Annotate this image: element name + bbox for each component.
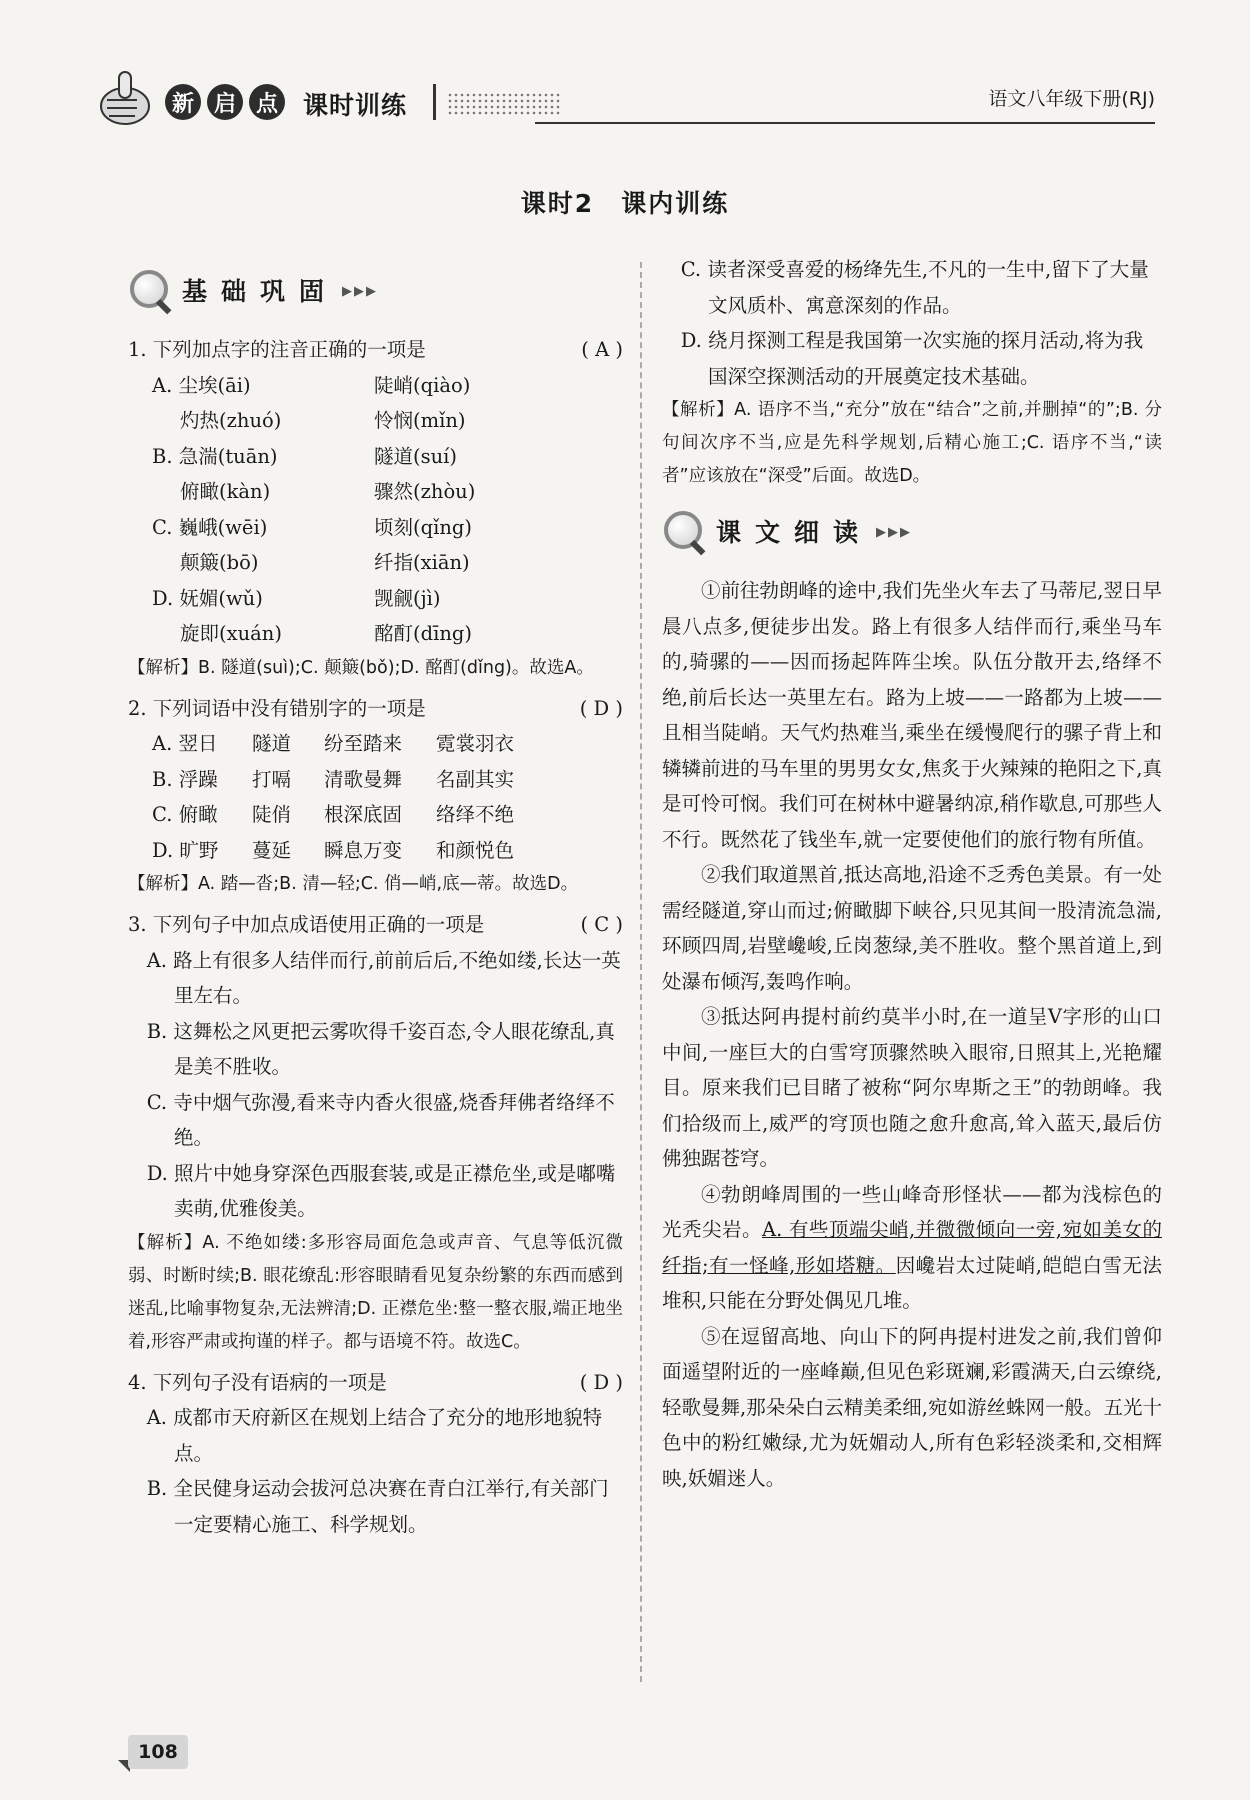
header-dot-pattern <box>447 92 562 116</box>
option-item: A. 尘埃(āi) <box>152 373 251 397</box>
option-word: 和颜悦色 <box>436 838 515 862</box>
question-stem: 4. 下列句子没有语病的一项是 <box>128 1370 387 1394</box>
option-row <box>128 726 623 762</box>
option-item: 觊觎(jì) <box>374 586 441 610</box>
paragraph-text: 因巉岩太过陡峭,皑皑白雪无法堆积,只能在分野处偶见几堆。 <box>662 1253 1162 1312</box>
option-word: 名副其实 <box>436 767 515 791</box>
magnifier-icon <box>130 270 174 314</box>
question-2 <box>128 691 623 727</box>
section-header-reading <box>664 505 1162 561</box>
q1-options <box>128 368 623 652</box>
section-title: 课文细读 <box>716 518 873 548</box>
question-3 <box>128 907 623 943</box>
option-word: 纷至踏来 <box>324 732 403 755</box>
series-name: 课时训练 <box>303 91 408 120</box>
brand-char: 启 <box>207 84 243 120</box>
q2-analysis: 【解析】A. 踏—沓;B. 清—轻;C. 俏—峭,底—蒂。故选D。 <box>128 874 579 894</box>
thumbs-up-icon <box>95 66 155 128</box>
q1-analysis: 【解析】B. 隧道(suì);C. 颠簸(bǒ);D. 酩酊(dǐng)。故选A。 <box>128 657 594 678</box>
option-text: C. 寺中烟气弥漫,看来寺内香火很盛,烧香拜佛者络绎不绝。 <box>146 1090 615 1149</box>
option-word: 清歌曼舞 <box>324 767 403 791</box>
left-column <box>128 252 623 1542</box>
option-item: 旋即(xuán) <box>180 622 282 645</box>
option-text: A. 成都市天府新区在规划上结合了充分的地形地貌特点。 <box>146 1406 603 1465</box>
question-answer: ( D ) <box>579 696 623 720</box>
option-text: B. 全民健身运动会拔河总决赛在青白江举行,有关部门一定要精心施工、科学规划。 <box>146 1477 609 1536</box>
reading-paragraph-1: ①前往勃朗峰的途中,我们先坐火车去了马蒂尼,翌日早晨八点多,便徒步出发。路上有很多人结伴而行,乘坐马车的,骑骡的——因而扬起阵阵尘埃。队伍分散开去,络绎不绝,前后长达一英里左右。路为上坡——一路都为上坡——且相当陡峭。天气灼热难当,乘坐在缓慢爬行的骡子背上和辚辚前进的马车里的男男女女,焦炙于火辣辣的艳阳之下,真是可怜可悯。我们可在树林中避暑纳凉,稍作歇息,可那些人不行。既然花了钱坐车,就一定要使他们的旅行物有所值。 <box>662 579 1162 851</box>
brand-char: 新 <box>165 84 201 120</box>
option-item: 陡峭(qiào) <box>374 373 471 397</box>
option-row <box>128 797 623 833</box>
arrows-icon: ▶▶▶ <box>342 284 379 300</box>
question-answer: ( D ) <box>579 1370 623 1394</box>
option-item: 纤指(xiān) <box>374 551 470 574</box>
option-text: B. 这舞松之风更把云雾吹得千姿百态,令人眼花缭乱,真是美不胜收。 <box>146 1019 615 1078</box>
page-title: 课时2 课内训练 <box>520 189 730 218</box>
question-stem: 1. 下列加点字的注音正确的一项是 <box>128 338 426 361</box>
option-word: 蔓延 <box>252 838 292 862</box>
option-word: 隧道 <box>252 732 292 755</box>
paragraph-text: ④勃朗峰周围的一些山峰奇形怪状——都为浅棕色的光秃尖岩。 <box>662 1182 1162 1241</box>
section-header-basic <box>130 264 623 320</box>
page-header <box>95 66 1155 136</box>
q3-analysis: 【解析】A. 不绝如缕:多形容局面危急或声音、气息等低沉微弱、时断时续;B. 眼花缭乱:形容眼睛看见复杂纷繁的东西而感到迷乱,比喻事物复杂,无法辨清;D. 正襟危坐:整一整衣服,端正地坐着,形容严肃或拘谨的样子。都与语境不符。故选C。 <box>128 1232 623 1352</box>
option-word: D. 旷野 <box>152 838 219 862</box>
reading-paragraph-5: ⑤在逗留高地、向山下的阿冉提村进发之前,我们曾仰面遥望附近的一座峰巅,但见色彩斑斓,彩霞满天,白云缭绕,轻歌曼舞,那朵朵白云精美柔细,宛如游丝蛛网一般。五光十色中的粉红嫩绿,尤为妩媚动人,所有色彩轻淡柔和,交相辉映,妖媚迷人。 <box>662 1324 1162 1490</box>
option-text: D. 照片中她身穿深色西服套装,或是正襟危坐,或是嘟嘴卖萌,优雅俊美。 <box>146 1161 616 1220</box>
section-title: 基础巩固 <box>182 277 339 307</box>
option-item: 顷刻(qǐng) <box>374 515 472 539</box>
option-row <box>128 762 623 798</box>
question-1 <box>128 332 623 368</box>
q2-options <box>128 726 623 868</box>
header-rule <box>535 122 1155 124</box>
arrows-icon: ▶▶▶ <box>876 525 913 541</box>
option-word: 打嗝 <box>252 767 292 791</box>
q4-analysis: 【解析】A. 语序不当,“充分”放在“结合”之前,并删掉“的”;B. 分句间次序不当,应是先科学规划,后精心施工;C. 语序不当,“读者”应该放在“深受”后面。故选D。 <box>662 400 1162 486</box>
option-item: C. 巍峨(wēi) <box>152 515 268 539</box>
option-item: D. 妩媚(wǔ) <box>152 586 263 610</box>
option-item: 俯瞰(kàn) <box>180 480 271 503</box>
reading-paragraph-3: ③抵达阿冉提村前约莫半小时,在一道呈V字形的山口中间,一座巨大的白雪穹顶骤然映入眼帘,日照其上,光艳耀目。原来我们已目睹了被称“阿尔卑斯之王”的勃朗峰。我们拾级而上,威严的穹顶也随之愈升愈高,耸入蓝天,最后仿佛独踞苍穹。 <box>662 1005 1162 1170</box>
option-item: 怜悯(mǐn) <box>374 409 466 432</box>
question-answer: ( C ) <box>580 913 623 936</box>
right-column <box>662 252 1162 1496</box>
page-number: 108 <box>128 1735 188 1769</box>
column-divider <box>640 262 642 1682</box>
option-word: C. 俯瞰 <box>152 803 218 826</box>
option-item: B. 急湍(tuān) <box>152 444 278 468</box>
underlined-sentence: A. 有些顶端尖峭,并微微倾向一旁,宛如美女的纤指;有一怪峰,形如塔糖。 <box>662 1218 1162 1277</box>
question-answer: ( A ) <box>581 338 623 361</box>
option-word: 陡俏 <box>252 803 292 826</box>
option-item: 酩酊(dīng) <box>374 622 472 645</box>
option-word: 瞬息万变 <box>324 838 403 862</box>
option-item: 颠簸(bō) <box>180 551 259 574</box>
option-item: 隧道(suí) <box>374 444 458 468</box>
option-word: B. 浮躁 <box>152 767 218 791</box>
option-item: 灼热(zhuó) <box>180 409 282 432</box>
brand-char: 点 <box>249 84 285 120</box>
option-item: 骤然(zhòu) <box>374 480 476 503</box>
option-text: D. 绕月探测工程是我国第一次实施的探月活动,将为我国深空探测活动的开展奠定技术基础。 <box>680 329 1144 388</box>
book-title: 语文八年级下册(RJ) <box>988 88 1155 110</box>
option-text: A. 路上有很多人结伴而行,前前后后,不绝如缕,长达一英里左右。 <box>146 948 621 1007</box>
brand-logo <box>165 84 285 120</box>
option-row <box>128 833 623 869</box>
option-text: C. 读者深受喜爱的杨绛先生,不凡的一生中,留下了大量文风质朴、寓意深刻的作品。 <box>680 258 1149 317</box>
option-word: 根深底固 <box>324 803 403 826</box>
magnifier-icon <box>664 511 708 555</box>
question-stem: 3. 下列句子中加点成语使用正确的一项是 <box>128 913 485 936</box>
option-word: 霓裳羽衣 <box>436 732 515 755</box>
question-stem: 2. 下列词语中没有错别字的一项是 <box>128 696 426 720</box>
reading-paragraph-4 <box>662 1177 1162 1319</box>
header-separator <box>433 84 436 120</box>
option-word: 络绎不绝 <box>436 803 515 826</box>
option-word: A. 翌日 <box>152 732 218 755</box>
reading-paragraph-2: ②我们取道黑首,抵达高地,沿途不乏秀色美景。有一处需经隧道,穿山而过;俯瞰脚下峡谷,只见其间一股清流急湍,环顾四周,岩壁巉峻,丘岗葱绿,美不胜收。整个黑首道上,到处瀑布倾泻,轰鸣作响。 <box>662 863 1162 993</box>
question-4 <box>128 1365 623 1401</box>
